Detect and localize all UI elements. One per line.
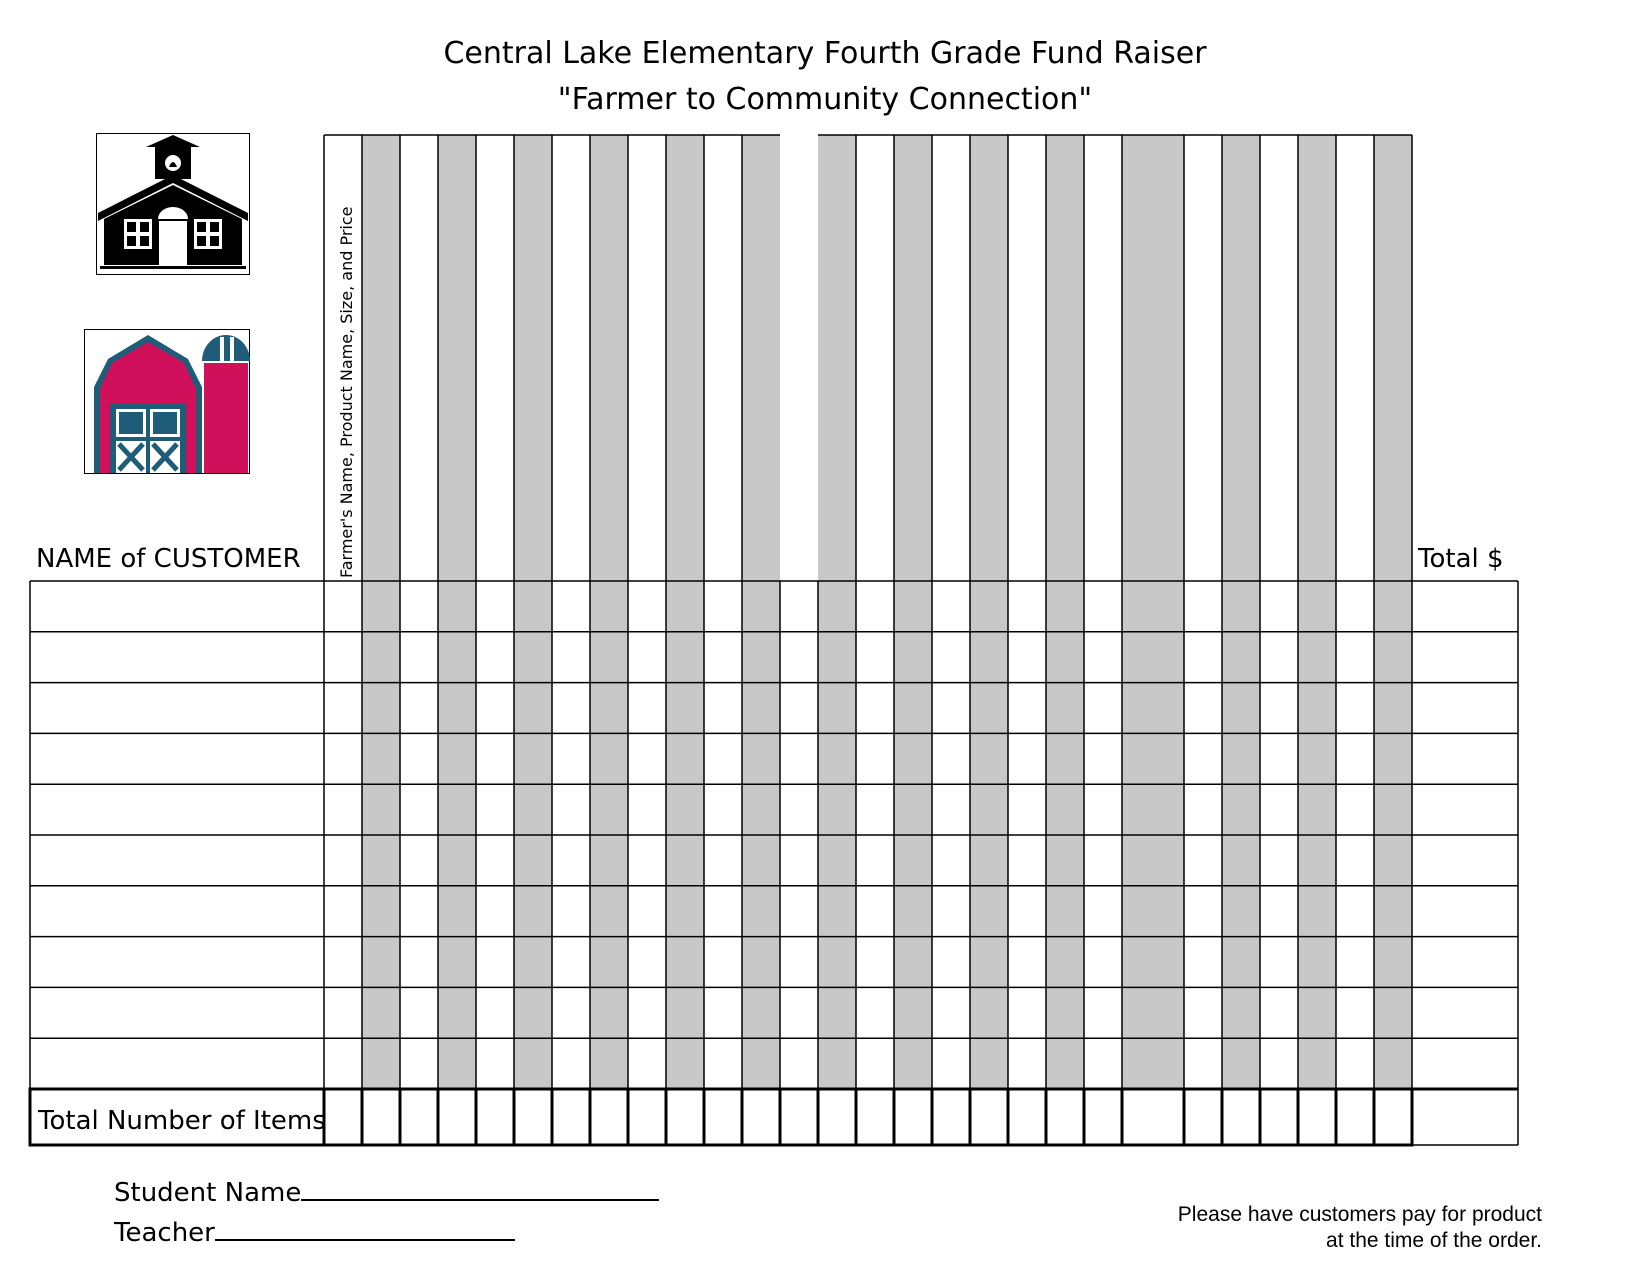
shaded-columns bbox=[362, 135, 1412, 1089]
shaded-column bbox=[438, 135, 476, 1089]
payment-note-line2: at the time of the order. bbox=[1326, 1229, 1542, 1252]
shaded-column bbox=[514, 135, 552, 1089]
shaded-column bbox=[1298, 135, 1336, 1089]
shaded-column bbox=[1222, 135, 1260, 1089]
teacher-line[interactable] bbox=[215, 1219, 515, 1241]
total-dollar-header: Total $ bbox=[1418, 544, 1504, 574]
page-title: Central Lake Elementary Fourth Grade Fund Raiser bbox=[443, 36, 1207, 71]
student-name-label: Student Name bbox=[114, 1178, 302, 1208]
payment-note-line1: Please have customers pay for product bbox=[1177, 1203, 1542, 1226]
customer-name-header: NAME of CUSTOMER bbox=[36, 544, 301, 574]
shaded-column bbox=[742, 135, 780, 1089]
shaded-column bbox=[970, 135, 1008, 1089]
shaded-column bbox=[590, 135, 628, 1089]
shaded-column bbox=[362, 135, 400, 1089]
shaded-column bbox=[818, 135, 856, 1089]
shaded-column bbox=[894, 135, 932, 1089]
teacher-field[interactable] bbox=[114, 1218, 515, 1248]
total-items-label: Total Number of Items bbox=[38, 1106, 326, 1136]
teacher-label: Teacher bbox=[114, 1218, 215, 1248]
shaded-column bbox=[666, 135, 704, 1089]
student-name-field[interactable] bbox=[114, 1178, 659, 1208]
page-subtitle: "Farmer to Community Connection" bbox=[557, 82, 1093, 117]
payment-note bbox=[1178, 1202, 1542, 1254]
student-name-line[interactable] bbox=[301, 1179, 659, 1201]
shaded-column bbox=[1046, 135, 1084, 1089]
product-column-header: Farmer's Name, Product Name, Size, and Price bbox=[337, 206, 356, 578]
shaded-column bbox=[1374, 135, 1412, 1089]
shaded-column bbox=[1122, 135, 1184, 1089]
